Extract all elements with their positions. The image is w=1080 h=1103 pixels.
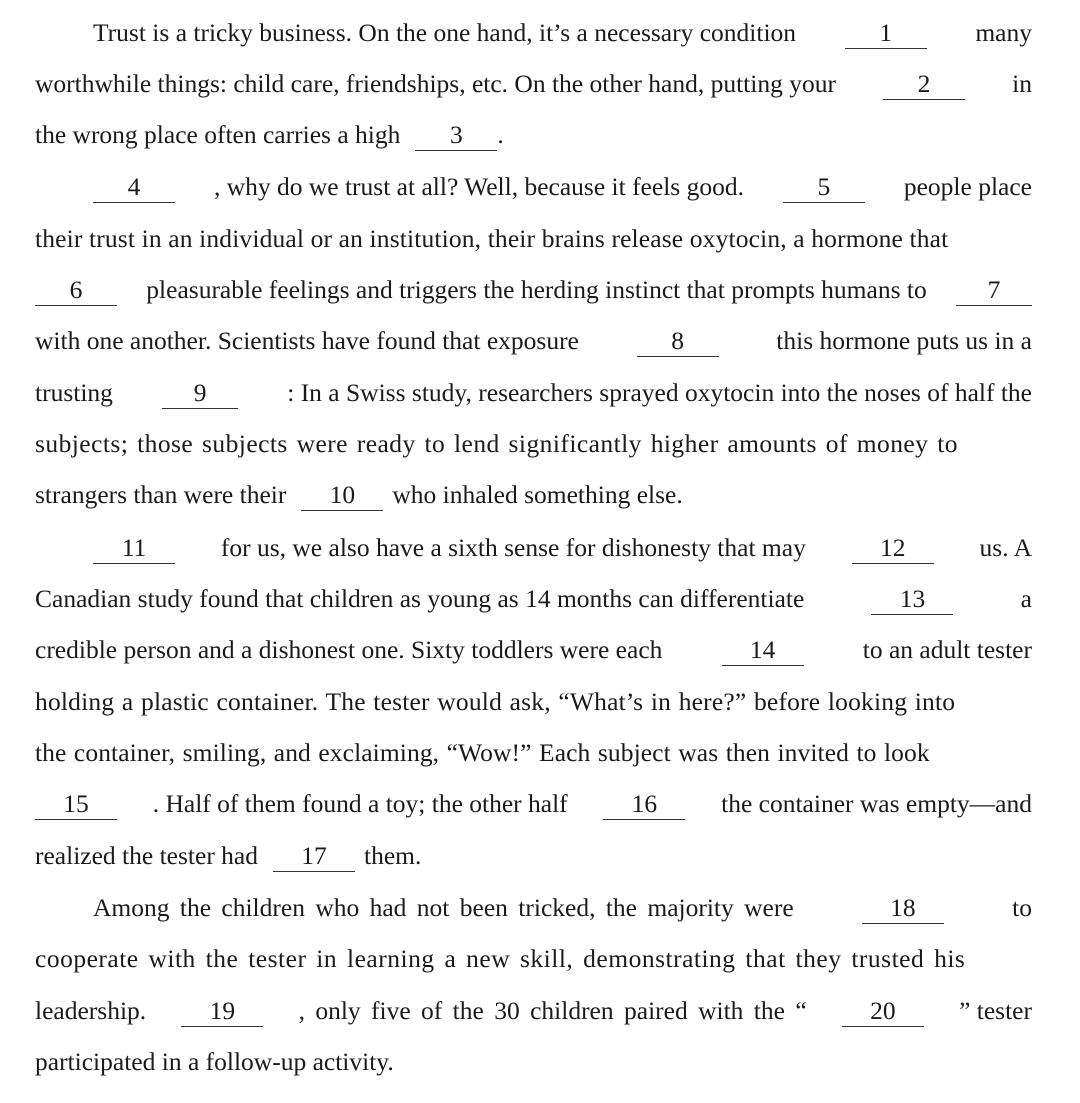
- text-segment: Trust is a tricky business. On the one hand, it’s a necessary condition: [93, 18, 797, 47]
- text-segment: , why do we trust at all? Well, because it feels good.: [213, 172, 744, 201]
- text-segment: : In a Swiss study, researchers sprayed oxytocin into the noses of half the: [287, 378, 1032, 407]
- text-line: [35, 1045, 1032, 1079]
- text-segment: to: [1012, 893, 1032, 922]
- text-segment: .: [497, 120, 504, 149]
- blank-7: 7: [956, 275, 1032, 306]
- text-segment: . Half of them found a toy; the other half: [152, 789, 568, 818]
- text-segment: in: [1012, 69, 1032, 98]
- text-line: [35, 273, 1032, 307]
- text-segment: us. A: [979, 533, 1032, 562]
- blank-14: 14: [722, 635, 804, 666]
- text-line: [35, 67, 1032, 101]
- text-line: [35, 633, 1032, 667]
- text-line: [35, 994, 1032, 1028]
- text-segment: pleasurable feelings and triggers the herding instinct that prompts humans to: [146, 275, 927, 304]
- text-segment: a: [1020, 584, 1032, 613]
- text-line: [35, 324, 1032, 358]
- blank-4: 4: [93, 172, 175, 203]
- blank-8: 8: [637, 326, 719, 357]
- text-segment: holding a plastic container. The tester would ask, “What’s in here?” before looking into: [35, 687, 956, 716]
- text-line: [35, 736, 1032, 770]
- text-segment: ” tester: [959, 996, 1032, 1025]
- text-segment: credible person and a dishonest one. Sixty toddlers were each: [35, 635, 663, 664]
- text-segment: people place: [903, 172, 1032, 201]
- text-segment: this hormone puts us in a: [776, 326, 1032, 355]
- text-line: [35, 787, 1032, 821]
- text-line: [35, 942, 1032, 976]
- text-line: [93, 891, 1032, 925]
- text-line: [35, 839, 1032, 873]
- text-segment: , only five of the 30 children paired with the “: [298, 996, 807, 1025]
- blank-12: 12: [852, 533, 934, 564]
- text-segment: for us, we also have a sixth sense for dishonesty that may: [220, 533, 806, 562]
- text-segment: Canadian study found that children as young as 14 months can differentiate: [35, 584, 805, 613]
- text-line: [35, 685, 1032, 719]
- blank-20: 20: [842, 996, 924, 1027]
- text-segment: leadership.: [35, 996, 147, 1025]
- text-segment: them.: [364, 841, 422, 870]
- text-segment: with one another. Scientists have found that exposure: [35, 326, 579, 355]
- text-line: [93, 170, 1032, 204]
- blank-13: 13: [871, 584, 953, 615]
- blank-18: 18: [862, 893, 944, 924]
- blank-16: 16: [603, 789, 685, 820]
- blank-3: 3: [415, 120, 497, 151]
- text-segment: subjects; those subjects were ready to lend significantly higher amounts of money to: [35, 429, 958, 458]
- text-line: [93, 16, 1032, 50]
- text-segment: trusting: [35, 378, 113, 407]
- blank-17: 17: [273, 841, 355, 872]
- text-line: [35, 427, 1032, 461]
- text-segment: participated in a follow-up activity.: [35, 1047, 394, 1076]
- text-line: [35, 478, 1032, 512]
- blank-2: 2: [883, 69, 965, 100]
- text-segment: strangers than were their: [35, 480, 287, 509]
- text-line: [35, 582, 1032, 616]
- blank-9: 9: [162, 378, 238, 409]
- text-segment: their trust in an individual or an institution, their brains release oxytocin, a hormone that: [35, 224, 949, 253]
- text-line: [35, 376, 1032, 410]
- text-segment: the wrong place often carries a high: [35, 120, 401, 149]
- text-segment: realized the tester had: [35, 841, 259, 870]
- blank-6: 6: [35, 275, 117, 306]
- blank-15: 15: [35, 789, 117, 820]
- text-line: [93, 531, 1032, 565]
- text-line: [35, 222, 1032, 256]
- text-segment: to an adult tester: [862, 635, 1032, 664]
- text-line: [35, 118, 1032, 152]
- text-segment: Among the children who had not been tricked, the majority were: [93, 893, 794, 922]
- text-segment: the container was empty—and: [721, 789, 1032, 818]
- blank-1: 1: [845, 18, 927, 49]
- text-segment: the container, smiling, and exclaiming, “Wow!” Each subject was then invited to look: [35, 738, 930, 767]
- text-segment: many: [975, 18, 1032, 47]
- blank-5: 5: [783, 172, 865, 203]
- text-segment: cooperate with the tester in learning a new skill, demonstrating that they trusted his: [35, 944, 966, 973]
- blank-19: 19: [181, 996, 263, 1027]
- text-segment: who inhaled something else.: [392, 480, 683, 509]
- blank-11: 11: [93, 533, 175, 564]
- text-segment: worthwhile things: child care, friendships, etc. On the other hand, putting your: [35, 69, 836, 98]
- blank-10: 10: [301, 480, 383, 511]
